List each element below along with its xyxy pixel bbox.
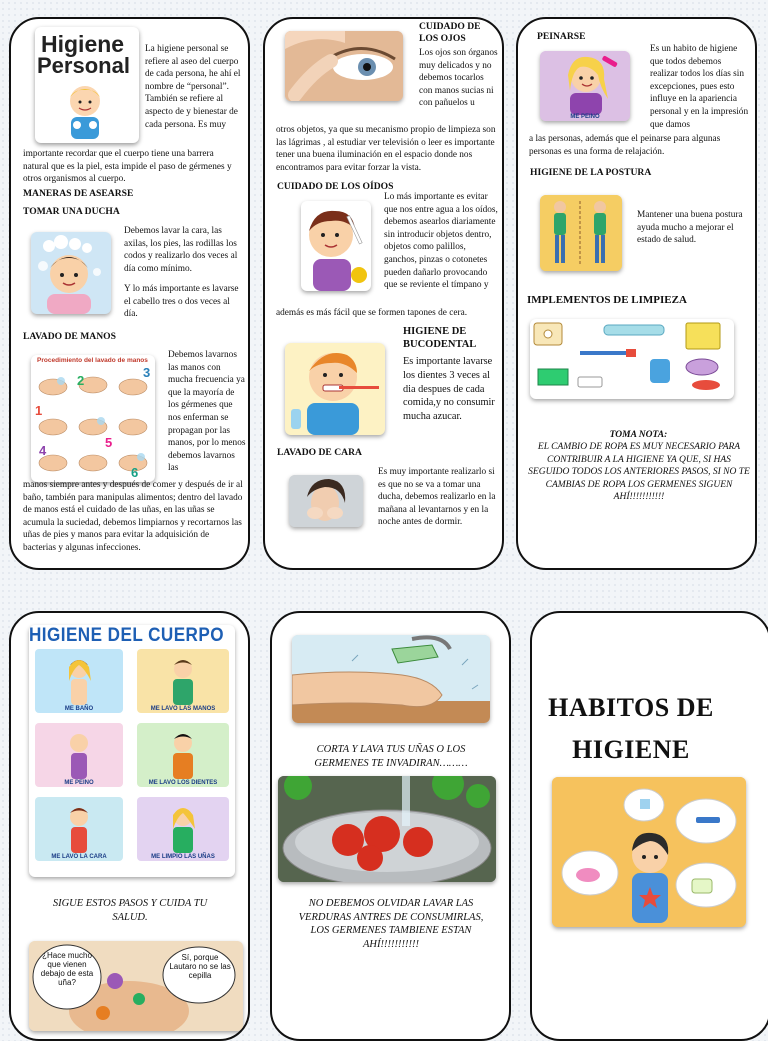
bucal-heading: HIGIENE DE BUCODENTAL	[403, 326, 477, 350]
child-brushing-teeth-image	[285, 343, 385, 435]
face-washing-image	[289, 475, 363, 527]
poster-caption-peino: ME PEINO	[64, 780, 94, 786]
bubble-right-text: Sí, porque Lautaro no se las cepilla	[169, 953, 231, 980]
posture-image	[540, 195, 622, 271]
svg-text:3: 3	[143, 365, 151, 380]
ojos-text: Los ojos son órganos muy delicados y no debemos tocarlos con manos sucias ni con pañuelos u	[419, 48, 498, 109]
handwashing-procedure-chart	[31, 355, 155, 482]
manos-text-cont: manos siempre antes y después de comer y después de ir al baño, también para manipulas alimentos; dentro del lavado de manos está el cuidado de las uñas, en las uñas se acumula la suciedad, debemos limpiarnos y recortarnos las uñas de pies y manos para evitar la adquisición de bacterias y algunas infecciones.	[23, 480, 243, 553]
ducha-text: Debemos lavar la cara, las axilas, los pies, las rodillas los codos y realizarlo dos veces al día como mínimo.	[124, 226, 238, 274]
svg-text:1: 1	[35, 403, 43, 418]
oidos-heading: CUIDADO DE LOS OÍDOS	[277, 181, 394, 192]
manos-heading: LAVADO DE MANOS	[23, 331, 116, 342]
poster-caption-manos: ME LAVO LAS MANOS	[150, 706, 216, 712]
postura-text: Mantener una buena postura ayuda mucho a mejorar el estado de salud.	[637, 210, 743, 246]
poster-caption-bano: ME BAÑO	[64, 706, 94, 712]
panel-eyes-ears-mouth	[263, 17, 504, 570]
shower-child-image	[31, 232, 111, 314]
panel-body-hygiene-poster	[9, 611, 250, 1041]
peinarse-heading: PEINARSE	[537, 31, 586, 42]
oidos-text-cont: además es más fácil que se formen tapones de cera.	[276, 308, 468, 318]
peinarse-caption: ME PEINO	[570, 114, 600, 120]
peinarse-text-cont: a las personas, además que el peinarse para algunas personas es una forma de relajación.	[529, 134, 721, 157]
poster-caption-dientes: ME LAVO LOS DIENTES	[148, 780, 218, 786]
logo-line2: Personal	[37, 53, 130, 78]
manos-text: Debemos lavarnos las manos con mucha frecuencia ya que la mayoría de los gérmenes que nos enferman se propagan por las manos, por lo menos debemos lavarnos las	[168, 350, 246, 474]
maneras-heading: MANERAS DE ASEARSE	[23, 188, 134, 199]
girl-combing-image	[540, 51, 630, 121]
child-washing-hands-illustration	[55, 81, 115, 141]
intro-paragraph: La higiene personal se refiere al aseo del cuerpo de cada persona, he ahí el nombre de “personal”. También se refiere al aspecto de y bienestar de cada persona. Es muy	[145, 44, 241, 130]
nails-caption: CORTA Y LAVA TUS UÑAS O LOS GERMENES TE INVADIRAN………	[314, 744, 468, 769]
bucal-text: Es importante lavarse los dientes 3 veces al dia despues de cada comida,y no consumir mucha azucar.	[403, 356, 495, 423]
panel-cover	[530, 611, 768, 1041]
svg-text:6: 6	[131, 465, 139, 480]
cara-heading: LAVADO DE CARA	[277, 447, 362, 458]
ducha-heading: TOMAR UNA DUCHA	[23, 206, 120, 217]
svg-text:2: 2	[77, 373, 85, 388]
implementos-heading: IMPLEMENTOS DE LIMPIEZA	[527, 294, 687, 306]
ojos-text-cont: otros objetos, ya que su mecanismo propio de limpieza son las lágrimas , al estudiar ver televisión o leer es importante tener una buena iluminación en el espacio donde nos encontramos para evitar forzar la vista.	[276, 125, 496, 173]
panel-nails-vegetables	[270, 611, 511, 1041]
poster-bottom-text: SIGUE ESTOS PASOS Y CUIDA TU SALUD.	[52, 898, 208, 923]
cover-illustration	[552, 777, 746, 927]
vegetables-caption: NO DEBEMOS OLVIDAR LAVAR LAS VERDURAS ANTRES DE CONSUMIRLAS, LOS GERMENES TAMBIENE ESTAN AHÍ!!!!!!!!!!!	[298, 898, 484, 950]
poster-caption-unas: ME LIMPIO LAS UÑAS	[151, 854, 215, 860]
poster-caption-cara: ME LAVO LA CARA	[51, 854, 107, 860]
svg-text:5: 5	[105, 435, 113, 450]
panel-hair-posture-tools	[516, 17, 757, 570]
oidos-text: Lo más importante es evitar que nos entre agua a los oídos, debemos asearlos diariamente sin introducir objetos dentro, objetos como palillos, ganchos, pinzas o cotonetes pueden dañarlo provocando que se reviente el tímpano y	[384, 192, 498, 291]
poster-title: HIGIENE DEL CUERPO	[29, 625, 224, 646]
germs-comic-image	[29, 941, 243, 1031]
bubble-left-text: ¿Hace mucho que vienen debajo de esta uña?	[40, 951, 94, 987]
chart-title: Procedimiento del lavado de manos	[37, 357, 148, 364]
higiene-personal-logo	[35, 27, 139, 143]
nota-heading: TOMA NOTA:	[609, 430, 668, 440]
ducha-text-cabello: Y lo más importante es lavarse el cabello tres o dos veces al día.	[124, 284, 239, 320]
nail-clipping-image	[292, 635, 490, 723]
eye-closeup-image	[285, 31, 403, 101]
body-hygiene-poster	[29, 625, 235, 877]
peinarse-text: Es un habito de higiene que todos debemos realizar todos los días sin excepciones, pues esto influye en la apariencia personal y en la impresión que damos	[650, 44, 749, 130]
postura-heading: HIGIENE DE LA POSTURA	[530, 167, 652, 178]
cleaning-tools-image	[530, 319, 734, 399]
logo-line1: Higiene	[41, 31, 125, 57]
washing-vegetables-image	[278, 776, 496, 882]
nota-text: EL CAMBIO DE ROPA ES MUY NECESARIO PARA CONTRIBUIR A LA HIGIENE YA QUE, SI HAS SEGUIDO TODOS LOS ANTERIORES PASOS, SI NO TE CAMBIAS DE ROPA LOS GERMENES SIGUEN AHÍ!!!!!!!!!!!	[528, 442, 750, 502]
svg-text:4: 4	[39, 443, 47, 458]
child-ear-cleaning-image	[301, 201, 371, 291]
cara-text: Es muy importante realizarlo si es que no se va a tomar una ducha, debemos realizarlo en la mañana al levantarnos y en la noche antes de dormir.	[378, 467, 496, 528]
intro-paragraph-cont: importante recordar que el cuerpo tiene una barrera natural que es la piel, esta impide el paso de gérmenes y otros organismos al cuerpo.	[23, 149, 232, 185]
ojos-heading: CUIDADO DE LOS OJOS	[419, 21, 481, 44]
cover-title-line1: HABITOS DE	[548, 693, 714, 722]
panel-personal-hygiene	[9, 17, 250, 570]
cover-title-line2: HIGIENE	[572, 735, 690, 764]
